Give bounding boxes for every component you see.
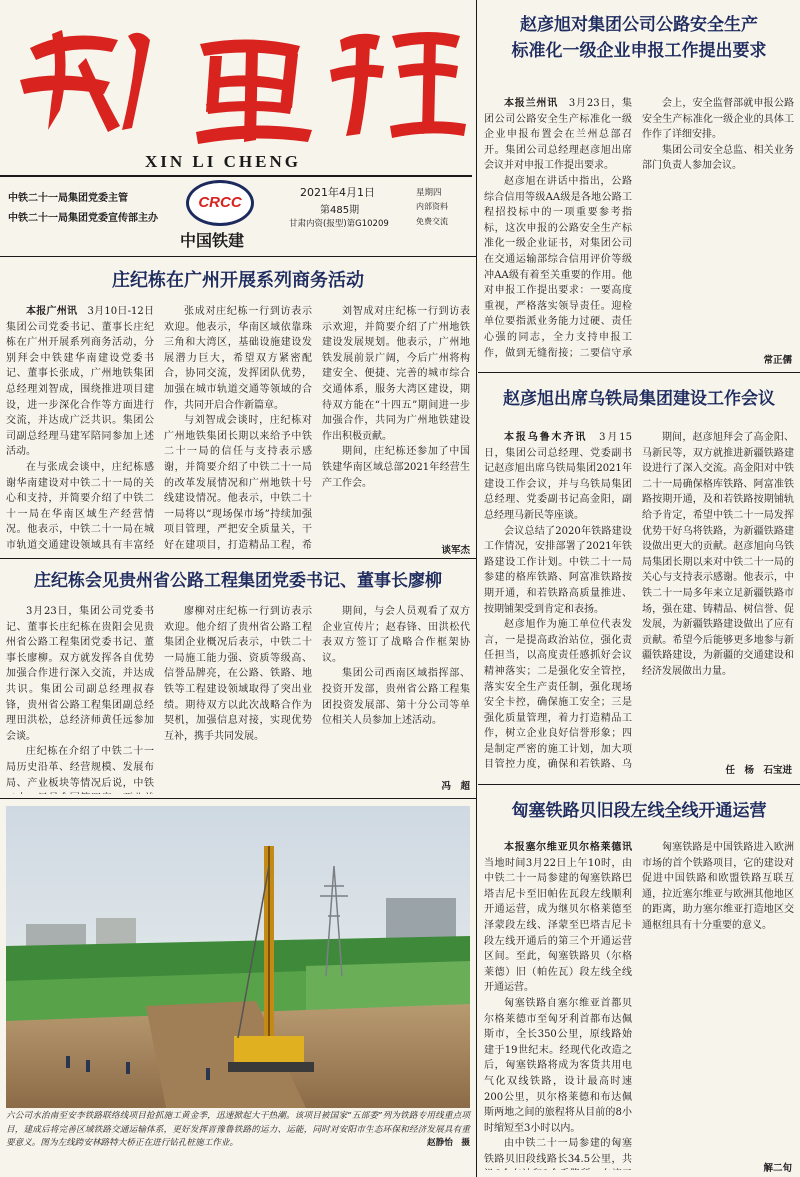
publisher: 中铁二十一局集团党委宣传部主办 [8, 213, 158, 224]
a3-headline: 庄纪栋会见贵州省公路工程集团党委书记、董事长廖柳 [34, 571, 442, 591]
a4-p3: 赵彦旭作为施工单位代表发言，一是提高政治站位，强化责任担当，以高度责任感抓好会议精神落实；二是强化安全管控，落实安全生产责任制，强化现场安全卡控，确保施工安全；三是强化质量管理，着力打造精品工作，树立企业良好信誉形象；四是制定严密的施工计划，加大项目管控力度，确保和若铁路、乌 [484, 619, 632, 770]
crcc-logo-text: CRCC [198, 194, 242, 211]
a2-dateline: 本报广州讯 [26, 306, 78, 317]
a2-byline: 谈军杰 [441, 545, 470, 556]
a3-byline: 冯 超 [441, 781, 470, 792]
masthead [0, 0, 472, 255]
a4-headline: 赵彦旭出席乌铁局集团建设工作会议 [503, 389, 775, 409]
a1-col2 [642, 96, 794, 358]
a2-col3 [322, 304, 470, 542]
a5-col2 [642, 840, 794, 1158]
a5-p4: 匈塞铁路是中国铁路进入欧洲市场的首个铁路项目，它的建设对促进中国铁路和欧盟铁路互联互通，拉近塞尔维亚与欧洲其他地区的距离，助力塞尔维亚打造地区交通枢纽具有十分重要的意义。 [642, 842, 794, 931]
photo-byline: 赵静怡 摄 [427, 1138, 470, 1149]
photo-caption-text: 六公司水治南至安李铁路联络线项目抢抓施工黄金季，迅速掀起大干热潮。该项目被国家“五部委”列为铁路专用线重点项目，建成后将完善区域铁路交通运输体系，更好发挥晋豫鲁铁路的运力、运能，同时对安阳市生态环保和经济发展具有重要意义。图为左线跨安林路特大桥正在进行钻孔桩施工作业。 [6, 1111, 470, 1149]
issue-date: 2021年4月1日 [300, 186, 375, 199]
a5-headline: 匈塞铁路贝旧段左线全线开通运营 [511, 801, 767, 821]
a1-headline [480, 12, 798, 64]
a2-headline: 庄纪栋在广州开展系列商务活动 [112, 270, 364, 291]
construction-photo [6, 806, 470, 1108]
a4-col2 [642, 430, 794, 758]
a5-col1 [484, 840, 632, 1170]
a5-dateline: 本报塞尔维亚贝尔格莱德讯 [504, 842, 632, 853]
a5-p2: 匈塞铁路自塞尔维亚首都贝尔格莱德市至匈牙利首都布达佩斯市，全长350公里，原线路始建于19世纪末。经现代化改造之后，匈塞铁路将成为客货共用电气化双线铁路，设计最高时速200公里，贝尔格莱德和布达佩斯两地之间的旅程将从目前的8小时缩短至3小时以内。 [484, 997, 632, 1134]
a5-p1: 当地时间3月22日上午10时，由中铁二十一局参建的匈塞铁路巴塔吉尼卡至旧帕佐瓦段左线顺利开通运营，成为继贝尔格莱德至泽蒙段左线、泽蒙至巴塔吉尼卡段左线开通后的第三个开通运营区间。至此，匈塞铁路贝（尔格莱德）旧（帕佐瓦）段左线全线开通运营。 [484, 857, 632, 994]
a4-byline: 任 杨 石宝进 [725, 765, 792, 776]
crcc-logo [186, 180, 254, 226]
a3-p1: 3月23日，集团公司党委书记、董事长庄纪栋在贵阳会见贵州省公路工程集团党委书记、董事长廖柳。双方就发挥各自优势加强合作进行深入交流，并达成共识。集团公司副总经理叔春锋，贵州省公路工程集团副总经理田洪松，总经济师黄任远参加会谈。 [6, 606, 154, 742]
internal-label: 内部资料 [416, 202, 448, 211]
a5-byline: 解二旬 [763, 1163, 792, 1174]
free-label: 免费交流 [416, 217, 448, 226]
a1-dateline: 本报兰州讯 [504, 98, 559, 109]
a3-p5: 集团公司西南区域指挥部、投资开发部，贵州省公路工程集团投资发展部、第十分公司等单位相关人员参加上述活动。 [322, 668, 470, 727]
a2-p6: 期间，庄纪栋还参加了中国铁建华南区域总部2021年经营生产工作会。 [322, 446, 470, 489]
a3-p3: 廖柳对庄纪栋一行到访表示欢迎。他介绍了贵州省公路工程集团企业概况后表示，中铁二十一局施工能力强、资质等级高、信誉品牌亮，在公路、铁路、地铁等工程建设领域取得了突出业绩。期待双方以此次战略合作为契机，加强信息对接，实现优势互补，携手共同发展。 [164, 606, 312, 742]
a1-p2-start [484, 174, 632, 358]
a3-col3 [322, 604, 470, 774]
sponsor: 中铁二十一局集团党委主管 [8, 193, 128, 204]
a2-p4: 与刘智成会谈时，庄纪栋对广州地铁集团长期以来给予中铁二十一局的信任与支持表示感谢，并简要介绍了中铁二十一局的改革发展情况和广州地铁十号线建设情况。他表示，中铁二十一局将以“现场保市场”持续加强项目管理，严把安全质量关，干好在建项目，打造精品工程，希 [164, 415, 312, 551]
a2-p2: 在与张成会谈中，庄纪栋感谢华南建设对中铁二十一局的关心和支持，并简要介绍了中铁二十一局在华南区域生产经营情况。他表示，中铁二十一局在城市轨道交通建设领域具有丰富经 [6, 461, 154, 551]
a3-p4: 期间，与会人员观看了双方企业宣传片；赵春锋、田洪松代表双方签订了战略合作框架协议。 [322, 606, 470, 664]
a1-byline: 常正儒 [763, 355, 792, 366]
a5-p3: 由中铁二十一局参建的匈塞铁路贝旧段线路长34.5公里，共 [484, 1138, 632, 1165]
a2-p1: 3月10日-12日集团公司党委书记、董事长庄纪栋在广州开展系列商务活动，分别拜会中铁建华南建设党委书记、董事长张成，广州地铁集团总经理刘智成，围绕推进项目建设，进一步深化合作等方面进行交流，并达成广泛共识。集团公司副总经理马建军陪同参加上述活动。 [6, 306, 154, 458]
a1-headline-line1: 赵彦旭对集团公司公路安全生产 [520, 15, 758, 35]
a2-col1 [6, 304, 154, 554]
a1-p3: 会上，安全监督部就申报公路安全生产标准化一级企业的具体工作作了详细安排。 [642, 98, 794, 141]
a4-p4: 期间，赵彦旭拜会了高金阳、马新民等，双方就推进新疆铁路建设进行了深入交流。高金阳对中铁二十一局确保格库铁路、阿富准铁路按期开通，及和若铁路按期铺轨给予肯定，希望中铁二十一局发挥优势干好乌将铁路，为新疆铁路建设做出更大的贡献。赵彦旭向乌铁局集团长期以来对中铁二十一局的关心与支持表示感谢。他表示，中铁二十一局多年来立足新疆铁路市场，强在建、铸精品、树信誉、促发展，为新疆铁路建设做出了应有贡献。希望今后能够更多地参与新疆铁路建设，为新疆的交通建设和经济发展做出力量。 [642, 432, 794, 677]
a1-p1: 3月23日，集团公司公路安全生产标准化一级企业申报布置会在兰州总部召开。集团公司总经理赵彦旭出席会议并对申报工作提出要求。 [484, 98, 632, 172]
a1-p2: 赵彦旭在讲话中指出，公路综合信用等级AA级是各地公路工程招投标中的一项重要参考指标，这次申报的公路安全生产标准化一级企业证书，对集团公司在交通运输部综合信用评价等级冲AA级有着至关重要的作用。他对申报工作提出要求：一要高度重视，严格落实领导责任。迎检单位要指派业务能力过硬、责任心强的同志，全力支持申报工作，做到无缝衔接；二要信守承 [484, 175, 632, 358]
a3-col1 [6, 604, 154, 794]
a4-col1 [484, 430, 632, 770]
a4-p1: 3月15日，集团公司总经理、党委副书记赵彦旭出席乌铁局集团2021年建设工作会议，并与乌铁局集团总经理、党委副书记高金阳，副总经理马新民等座谈。 [484, 432, 632, 521]
masthead-pinyin: XIN LI CHENG [145, 152, 301, 171]
logo-caption: 中国铁建 [180, 231, 245, 250]
a2-p3: 张成对庄纪栋一行到访表示欢迎。他表示，华南区域依靠珠三角和大湾区，基础设施建设发展潜力巨大，希望双方紧密配合，协同交流，发挥团队优势，加强在城市轨道交通等领域的合作，共同开启合作新篇章。 [164, 306, 312, 411]
photo-caption [6, 1110, 470, 1151]
a1-col1 [484, 96, 632, 358]
a4-dateline: 本报乌鲁木齐讯 [504, 432, 588, 443]
masthead-title-art [0, 0, 472, 150]
photo-illustration [6, 806, 470, 1108]
a1-headline-line2: 标准化一级企业申报工作提出要求 [511, 41, 767, 61]
a3-p2: 庄纪栋在介绍了中铁二十一局历史沿革、经营规模、发展布局、产业板块等情况后说，中铁 [6, 746, 154, 789]
permit-number: 甘肃内资(报型)第G10209 [289, 219, 389, 229]
a1-p4: 集团公司安全总监、相关业务部门负责人参加会议。 [642, 144, 794, 172]
a4-p2: 会议总结了2020年铁路建设工作情况，安排部署了2021年铁路建设工作计划。中铁二十一局参建的格库铁路、阿富准铁路按期开通，和若铁路高质量推进、按期铺架受到肯定和表扬。 [484, 525, 632, 615]
a3-col2 [164, 604, 312, 794]
weekday: 星期四 [416, 188, 442, 198]
masthead-title [0, 0, 1, 1]
a2-col2 [164, 304, 312, 554]
a2-p5: 刘智成对庄纪栋一行到访表示欢迎，并简要介绍了广州地铁建设发展规划。他表示，广州地铁发展前景广阔，今后广州将构建安全、便捷、完善的城市综合交通体系，服务大湾区建设，期待双方能在“十四五”期间进一步加强合作，共同为广州地铁建设作出积极贡献。 [322, 306, 470, 442]
issue-number: 第485期 [320, 205, 360, 216]
